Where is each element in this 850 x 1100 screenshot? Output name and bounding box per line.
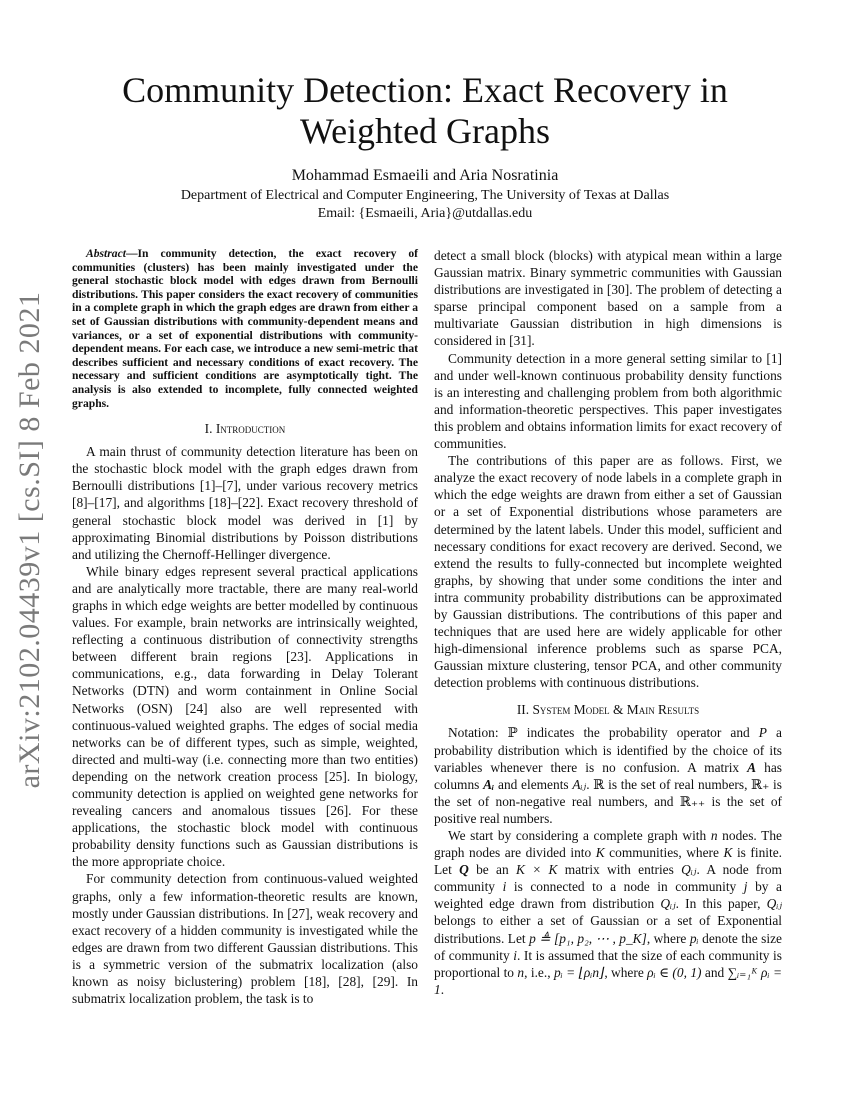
left-column	[72, 247, 418, 1007]
intro-paragraph-4: detect a small block (blocks) with atypical mean within a large Gaussian matrix. Binary symmetric communities with Gaussian distributions are investigated in [30]. The problem of detecting a sparse principal component based on a sample from a multivariate Gaussian distribution in high dimensions is considered in [31].	[434, 248, 782, 349]
model-paragraph: We start by considering a complete graph with n nodes. The graph nodes are divided into K communities, where K is finite. Let Q be an K × K matrix with entries Qᵢⱼ. A node from community i is connected to a node in community j by a weighted edge drawn from distribution Qᵢⱼ. In this paper, Qᵢⱼ belongs to either a set of Gaussian or a set of Exponential distributions. Let p ≜ [p₁, p₂, ⋯ , p_K], where pᵢ denote the size of community i. It is assumed that the size of each community is proportional to n, i.e., pᵢ = ⌊ρᵢn⌋, where ρᵢ ∈ (0, 1) and ∑ᵢ₌₁ᴷ ρᵢ = 1.	[434, 828, 783, 997]
math-KxK: K × K	[515, 862, 558, 878]
author-affiliation: Department of Electrical and Computer Engineering, The University of Texas at Dallas	[180, 188, 670, 203]
intro-paragraph-3: For community detection from continuous-valued weighted graphs, only a few information-theoretic results are known, mostly under Gaussian distributions. In [27], weak recovery and exact recovery of a hidden community is investigated while the edges are drawn from two different Gaussian distributions. This is a symmetric version of the submatrix localization (also known as noisy biclustering) problem [18], [28], [29]. In submatrix localization problem, the task is to	[72, 871, 418, 1007]
intro-paragraph-5: Community detection in a more general setting similar to [1] and under well-known continuous probability density functions is an interesting and challenging problem from both algorithmic and information-theoretic perspectives. This paper investigates this problem and obtains information limits for exact recovery of communities.	[434, 350, 782, 452]
right-column	[434, 247, 782, 998]
math-A: A	[747, 759, 757, 775]
math-K: K	[723, 845, 733, 861]
section-number: I.	[204, 421, 213, 437]
notation-paragraph: Notation: ℙ indicates the probability operator and P a probability distribution which is identified by the choice of its variables whenever there is no confusion. A matrix A has columns Aᵢ and elements Aᵢⱼ. ℝ is the set of real numbers, ℝ₊ is the set of non-negative real numbers, and ℝ₊₊ is the set of positive real numbers.	[434, 725, 783, 826]
math-Q: Q	[459, 862, 469, 878]
math-j: j	[743, 879, 748, 895]
arxiv-id-text[interactable]: arXiv:2102.04439v1 [cs.SI] 8 Feb 2021	[13, 291, 46, 789]
math-K: K	[595, 845, 605, 861]
math-rho-range: ρᵢ ∈ (0, 1)	[647, 964, 702, 980]
paper-title: Community Detection: Exact Recovery in Weighted Graphs	[122, 70, 728, 151]
math-Qij: Qᵢⱼ	[766, 896, 782, 912]
intro-paragraph-6: The contributions of this paper are as follows. First, we analyze the exact recovery of node labels in a complete graph in which the edge weights are drawn from either a set of Gaussian or a set of Exponential distributions whose parameters are determined by the latent labels. Under this model, sufficient and necessary conditions for exact recovery are derived. Second, we extend the results to fully-connected but incomplete weighted graphs, by showing that under some conditions the inter and intra community probability distributions can be approximated by Gaussian distributions. The contributions of this paper and techniques that are used here are widely applicable for other high-dimensional inference problems such as sparse PCA, Gaussian mixture clustering, tensor PCA, and other community detection problems with continuous distributions.	[434, 453, 782, 691]
math-pi: pᵢ	[689, 930, 699, 946]
abstract-text: —In community detection, the exact recovery of communities (clusters) has been mainly investigated under the general stochastic block model with edges drawn from Bernoulli distributions. This paper considers the exact recovery of communities in a complete graph in which the graph edges are drawn from either a set of Gaussian distributions with community-dependent means and variances, or a set of exponential distributions with community-dependent means. For each case, we introduce a new semi-metric that describes sufficient and necessary conditions of exact recovery. The necessary and sufficient conditions are asymptotically tight. The analysis is also extended to incomplete, fully connected weighted graphs.	[72, 247, 418, 410]
math-Aij: Aᵢⱼ	[572, 776, 587, 792]
author-email: Email: {Esmaeili, Aria}@utdallas.edu	[317, 206, 533, 221]
math-n: n	[517, 964, 525, 980]
math-R: ℝ	[593, 776, 605, 792]
math-P: P	[758, 725, 767, 741]
math-i: i	[502, 879, 507, 895]
math-pi-def: pᵢ = ⌊ρᵢn⌋	[553, 964, 605, 980]
math-Qij: Qᵢⱼ	[660, 896, 676, 912]
intro-paragraph-1: A main thrust of community detection literature has been on the stochastic block model with the graph edges drawn from Bernoulli distributions [1]–[7], under various recovery metrics [8]–[17], and algorithms [18]–[22]. Exact recovery threshold of general stochastic block model was derived in [1] by approximating Binomial distributions by Poisson distributions and utilizing the Chernoff-Hellinger divergence.	[72, 444, 418, 562]
math-n: n	[710, 828, 718, 843]
math-prob-operator: ℙ	[507, 725, 518, 741]
math-Rplus: ℝ₊	[751, 776, 770, 792]
section-heading-introduction	[72, 420, 418, 437]
intro-paragraph-2: While binary edges represent several practical applications and are analytically more tractable, there are many real-world graphs in which edge weights are better modelled by continuous values. For example, brain networks are intrinsically weighted, reflecting a continuous distribution of connectivity strengths between different brain regions [23]. Applications in communications, e.g., data forwarding in Delay Tolerant Networks (DTN) and worm containment in Online Social Networks (OSN) [24] also are well represented with continuous-valued weighted graphs. The edges of social media networks can be of different types, such as simple, weighted, directed and multi-way (i.e. connecting more than two entities) depending on the network creation process [25]. In biology, community detection is applied on weighted gene networks for revealing cancers and anomalous tissues [26]. For these applications, the stochastic block model with continuous probability density functions such as Gaussian distributions is the more appropriate choice.	[72, 563, 418, 870]
author-names: Mohammad Esmaeili and Aria Nosratinia	[291, 167, 559, 184]
math-Rpp: ℝ₊₊	[679, 793, 706, 809]
section-number: II.	[516, 702, 530, 718]
section-heading-system-model	[434, 701, 782, 718]
math-Ai: Aᵢ	[483, 776, 495, 792]
section-title: Introduction	[215, 421, 286, 437]
arxiv-watermark	[2, 280, 58, 800]
math-p-vector: p ≜ [p₁, p₂, ⋯ , p_K]	[529, 930, 647, 946]
abstract	[72, 247, 418, 410]
abstract-label: Abstract	[86, 247, 126, 260]
section-title: System Model & Main Results	[532, 702, 700, 718]
math-rho-sum: ∑ᵢ₌₁ᴷ ρᵢ = 1	[434, 964, 782, 997]
math-i: i	[513, 947, 517, 963]
math-Qij: Qᵢⱼ	[681, 862, 697, 878]
